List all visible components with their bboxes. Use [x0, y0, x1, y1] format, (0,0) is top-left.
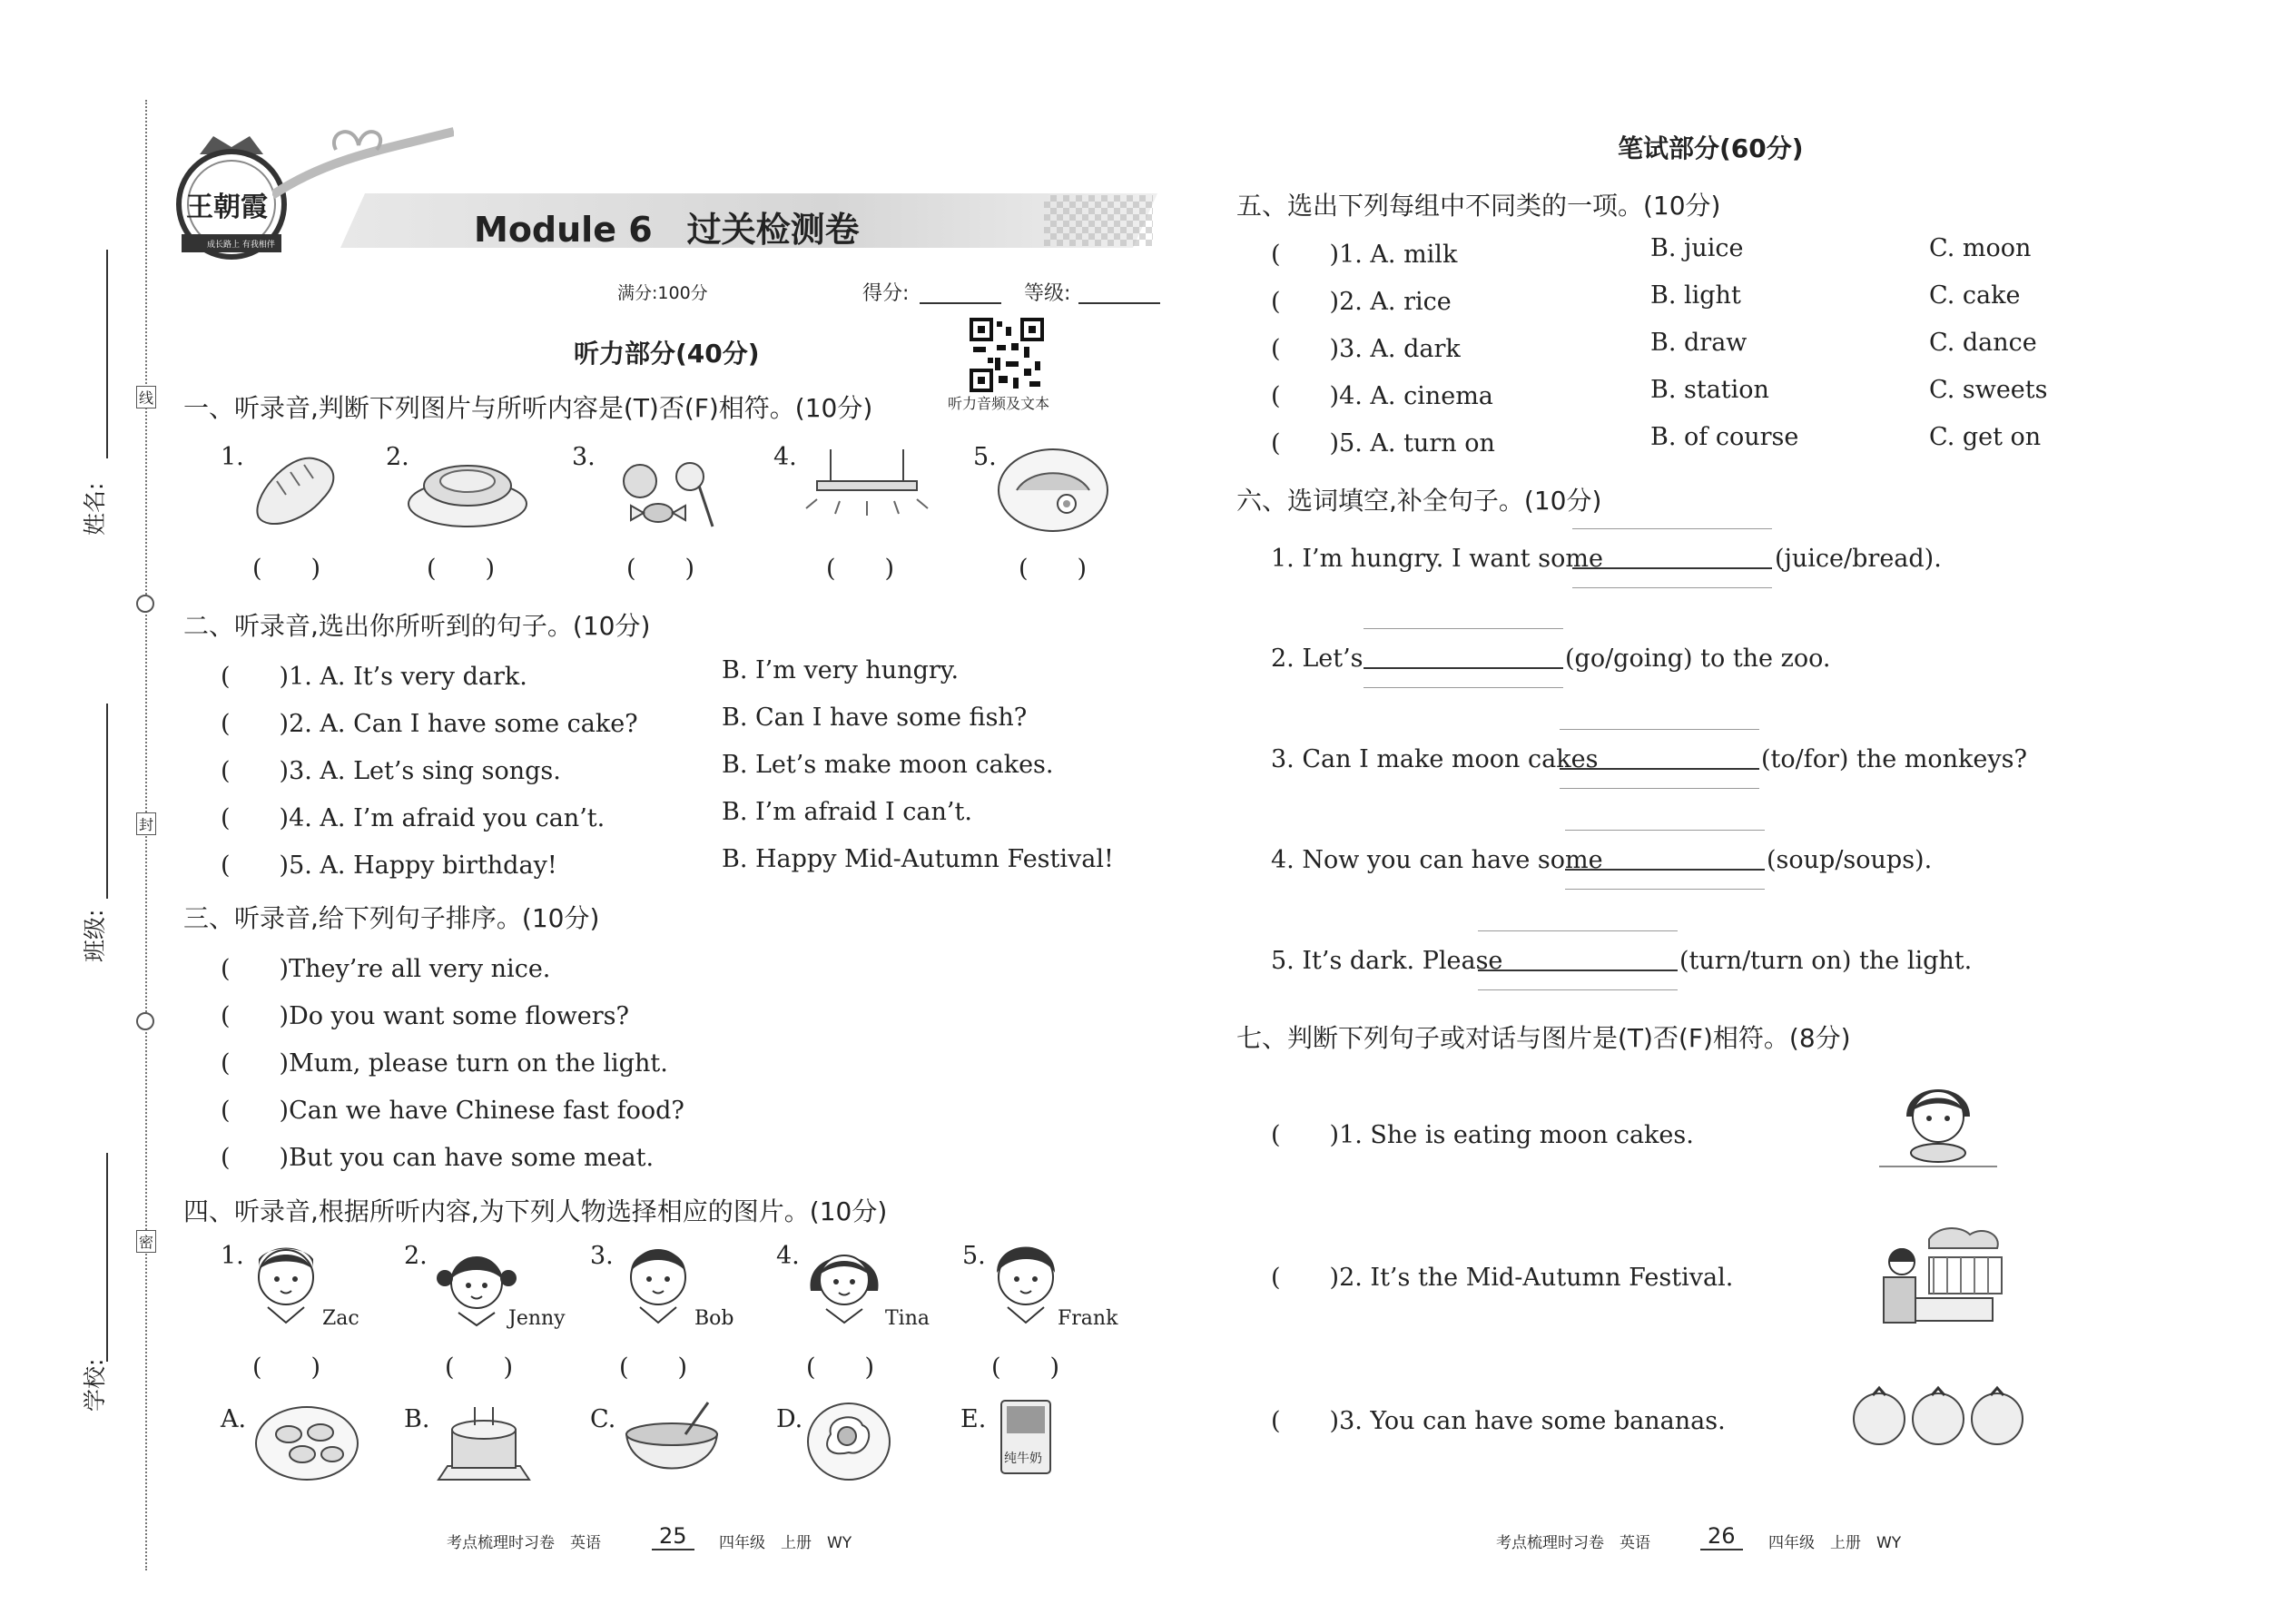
s2-item-2-b: B. Can I have some fish?	[722, 704, 1028, 732]
s7-item-1[interactable]: ( )1. She is eating moon cakes.	[1271, 1121, 1694, 1149]
class-label: 班级:	[82, 909, 108, 962]
listening-title: 听力部分(40分)	[574, 339, 760, 369]
s1-num-4: 4.	[773, 443, 797, 471]
family-festival-scene-icon	[1875, 1221, 2011, 1334]
s7-item-2[interactable]: ( )2. It’s the Mid-Autumn Festival.	[1271, 1264, 1734, 1292]
dumplings-plate-icon	[252, 1398, 361, 1484]
banner-pattern	[1044, 195, 1153, 246]
s4-option-a: A.	[221, 1405, 247, 1433]
s4-answer-5[interactable]: ( )	[991, 1353, 1060, 1382]
s1-answer-5[interactable]: ( )	[1019, 555, 1088, 583]
name-blank[interactable]	[106, 250, 108, 458]
written-title: 笔试部分(60分)	[1618, 133, 1804, 163]
ribbon-decoration	[272, 123, 454, 204]
binding-hole-2	[136, 1012, 154, 1030]
person-name-zac: Zac	[322, 1307, 359, 1330]
right-footer-grade: 四年级 上册 WY	[1768, 1534, 1902, 1552]
left-footer-grade: 四年级 上册 WY	[719, 1534, 852, 1552]
soup-bowl-icon	[622, 1398, 722, 1480]
person-name-frank: Frank	[1058, 1307, 1118, 1330]
s5-title: 五、选出下列每组中不同类的一项。(10分)	[1236, 191, 1721, 221]
s2-item-4-a[interactable]: ( )4. A. I’m afraid you can’t.	[221, 804, 605, 832]
grade-field[interactable]	[1078, 302, 1160, 304]
person-name-tina: Tina	[885, 1307, 930, 1330]
milk-carton-label: 纯牛奶	[1004, 1452, 1042, 1466]
s5-item-5-a[interactable]: ( )5. A. turn on	[1271, 429, 1495, 458]
s1-num-2: 2.	[386, 443, 409, 471]
score-label: 得分:	[862, 282, 910, 305]
boy-avatar-zac	[250, 1236, 322, 1327]
birthday-cake-icon	[434, 1393, 534, 1484]
s3-item-1[interactable]: ( )They’re all very nice.	[221, 955, 551, 983]
s1-title: 一、听录音,判断下列图片与所听内容是(T)否(F)相符。(10分)	[183, 393, 873, 423]
qr-caption: 听力音频及文本	[948, 395, 1050, 412]
s5-item-1-a[interactable]: ( )1. A. milk	[1271, 241, 1458, 269]
right-footer-text: 考点梳理时习卷 英语	[1496, 1534, 1650, 1552]
left-page-number: 25	[652, 1523, 694, 1550]
girl-eating-icon	[1875, 1076, 2002, 1171]
s4-option-b: B.	[404, 1405, 430, 1433]
s5-item-4-c: C. sweets	[1929, 376, 2048, 404]
s6-item-2-pre: 2. Let’s	[1271, 645, 1364, 673]
s5-item-2-c: C. cake	[1929, 281, 2021, 310]
school-blank[interactable]	[106, 1153, 108, 1362]
s5-item-3-a[interactable]: ( )3. A. dark	[1271, 335, 1461, 363]
page-title: Module 6 过关检测卷	[474, 210, 860, 250]
class-blank[interactable]	[106, 704, 108, 899]
girl-avatar-jenny	[436, 1242, 517, 1328]
person-name-bob: Bob	[694, 1307, 734, 1330]
s4-answer-2[interactable]: ( )	[445, 1353, 514, 1382]
s2-item-5-b: B. Happy Mid-Autumn Festival!	[722, 845, 1114, 873]
person-name-jenny: Jenny	[508, 1307, 566, 1330]
brand-logo-text: 王朝霞	[186, 192, 268, 223]
s6-item-1-pre: 1. I’m hungry. I want some	[1271, 545, 1603, 573]
s4-person-num-5: 5.	[962, 1242, 986, 1270]
girl-avatar-tina	[803, 1236, 885, 1327]
tomatoes-icon	[1847, 1384, 2029, 1448]
s6-title: 六、选词填空,补全句子。(10分)	[1236, 486, 1602, 516]
s4-answer-4[interactable]: ( )	[806, 1353, 875, 1382]
s6-blank-3[interactable]	[1560, 729, 1759, 789]
s6-blank-2[interactable]	[1364, 628, 1563, 688]
s4-option-c: C.	[590, 1405, 616, 1433]
binding-hole-1	[136, 595, 154, 613]
s5-item-1-b: B. juice	[1650, 234, 1744, 262]
s4-answer-3[interactable]: ( )	[619, 1353, 688, 1382]
s1-answer-3[interactable]: ( )	[626, 555, 695, 583]
s5-item-1-c: C. moon	[1929, 234, 2032, 262]
candies-icon	[604, 445, 731, 536]
s3-title: 三、听录音,给下列句子排序。(10分)	[183, 903, 600, 933]
s4-person-num-2: 2.	[404, 1242, 428, 1270]
s6-item-3-post: (to/for) the monkeys?	[1761, 745, 2027, 773]
brand-logo-sub: 成长路上 有我相伴	[207, 241, 275, 250]
boy-avatar-frank	[989, 1236, 1062, 1327]
s7-item-3[interactable]: ( )3. You can have some bananas.	[1271, 1407, 1726, 1435]
left-footer-text: 考点梳理时习卷 英语	[447, 1534, 601, 1552]
s1-num-1: 1.	[221, 443, 244, 471]
s6-blank-4[interactable]	[1565, 830, 1765, 890]
s7-title: 七、判断下列句子或对话与图片是(T)否(F)相符。(8分)	[1236, 1023, 1851, 1053]
s5-item-4-a[interactable]: ( )4. A. cinema	[1271, 382, 1493, 410]
s2-item-4-b: B. I’m afraid I can’t.	[722, 798, 972, 826]
s2-item-2-a[interactable]: ( )2. A. Can I have some cake?	[221, 710, 638, 738]
s4-option-e: E.	[960, 1405, 987, 1433]
fried-egg-plate-icon	[803, 1398, 894, 1484]
s6-item-3-pre: 3. Can I make moon cakes	[1271, 745, 1599, 773]
s2-title: 二、听录音,选出你所听到的句子。(10分)	[183, 611, 651, 641]
s4-person-num-4: 4.	[776, 1242, 800, 1270]
s6-item-4-post: (soup/soups).	[1767, 846, 1933, 874]
s5-item-3-b: B. draw	[1650, 329, 1748, 357]
s3-item-2[interactable]: ( )Do you want some flowers?	[221, 1002, 629, 1030]
s6-blank-1[interactable]	[1572, 528, 1772, 588]
s4-option-d: D.	[776, 1405, 803, 1433]
seal-char-1: 线	[136, 386, 156, 408]
right-page-number: 26	[1700, 1523, 1743, 1550]
full-score: 满分:100分	[617, 283, 708, 303]
s1-num-5: 5.	[973, 443, 997, 471]
s5-item-4-b: B. station	[1650, 376, 1769, 404]
noodle-bowl-icon	[994, 440, 1112, 536]
school-label: 学校:	[82, 1358, 108, 1412]
s2-item-3-a[interactable]: ( )3. A. Let’s sing songs.	[221, 757, 561, 785]
score-field[interactable]	[920, 302, 1001, 304]
s4-title: 四、听录音,根据所听内容,为下列人物选择相应的图片。(10分)	[183, 1196, 888, 1226]
mooncake-icon	[404, 445, 531, 536]
s6-item-2-post: (go/going) to the zoo.	[1565, 645, 1831, 673]
s5-item-2-b: B. light	[1650, 281, 1741, 310]
s2-item-1-a[interactable]: ( )1. A. It’s very dark.	[221, 663, 527, 691]
s2-item-1-b: B. I’m very hungry.	[722, 656, 960, 684]
s4-person-num-1: 1.	[221, 1242, 244, 1270]
s6-item-5-post: (turn/turn on) the light.	[1679, 947, 1973, 975]
s5-item-2-a[interactable]: ( )2. A. rice	[1271, 288, 1452, 316]
s3-item-4[interactable]: ( )Can we have Chinese fast food?	[221, 1097, 684, 1125]
grade-label: 等级:	[1024, 282, 1071, 305]
s5-item-3-c: C. dance	[1929, 329, 2037, 357]
s6-blank-5[interactable]	[1478, 930, 1678, 990]
s2-item-3-b: B. Let’s make moon cakes.	[722, 751, 1054, 779]
s3-item-5[interactable]: ( )But you can have some meat.	[221, 1144, 655, 1172]
s1-answer-4[interactable]: ( )	[826, 555, 895, 583]
light-icon	[799, 445, 935, 536]
boy-avatar-bob	[622, 1236, 694, 1327]
s1-answer-1[interactable]: ( )	[252, 555, 321, 583]
s6-item-4-pre: 4. Now you can have some	[1271, 846, 1603, 874]
s4-person-num-3: 3.	[590, 1242, 614, 1270]
binding-line	[145, 100, 147, 1570]
seal-char-2: 封	[136, 812, 156, 835]
s6-item-5-pre: 5. It’s dark. Please	[1271, 947, 1503, 975]
bread-icon	[250, 445, 340, 536]
s2-item-5-a[interactable]: ( )5. A. Happy birthday!	[221, 851, 557, 880]
s6-item-1-post: (juice/bread).	[1775, 545, 1942, 573]
s5-item-5-c: C. get on	[1929, 423, 2042, 451]
qr-code[interactable]	[970, 318, 1044, 392]
s1-answer-2[interactable]: ( )	[427, 555, 496, 583]
seal-char-3: 密	[136, 1230, 156, 1253]
s5-item-5-b: B. of course	[1650, 423, 1799, 451]
s3-item-3[interactable]: ( )Mum, please turn on the light.	[221, 1049, 668, 1078]
name-label: 姓名:	[82, 482, 108, 536]
s1-num-3: 3.	[572, 443, 596, 471]
s4-answer-1[interactable]: ( )	[252, 1353, 321, 1382]
